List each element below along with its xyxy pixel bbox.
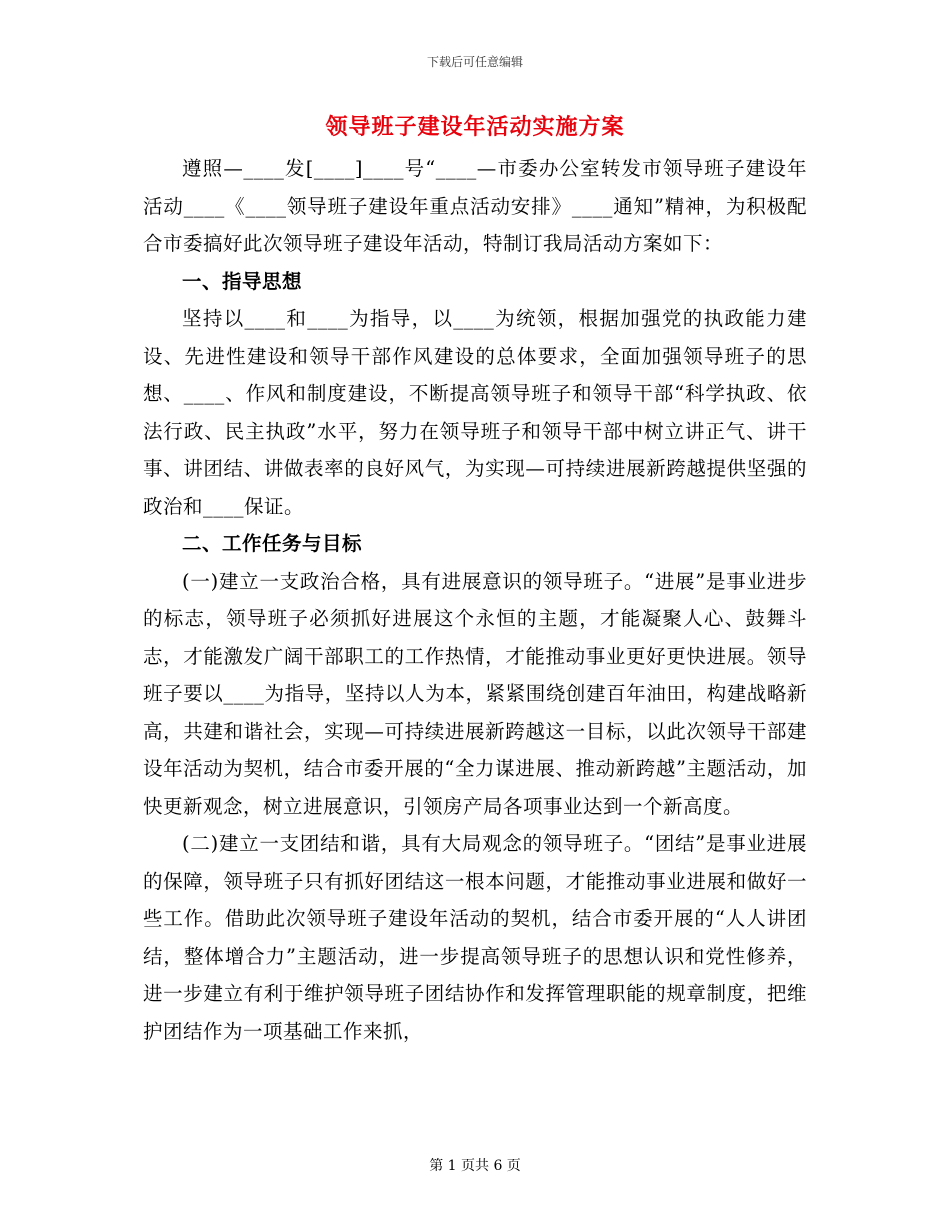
document-title: 领导班子建设年活动实施方案 <box>325 114 625 140</box>
section-heading-guiding-ideology: 一、指导思想 <box>182 269 303 293</box>
guiding-ideology-paragraph: 坚持以____和____为指导，以____为统领，根据加强党的执政能力建设、先进性建设和领导干部作风建设的总体要求，全面加强领导班子的思想、____、作风和制度建设，不断提高领导班子和领导干部“科学执政、依法行政、民主执政”水平，努力在领导班子和领导干部中树立讲正气、讲干事、讲团结、讲做表率的良好风气，为实现—可持续进展新跨越提供坚强的政治和____保证。 <box>143 307 807 518</box>
intro-paragraph: 遵照—____发[____]____号“____—市委办公室转发市领导班子建设年活动____《____领导班子建设年重点活动安排》____通知”精神，为积极配合市委搞好此次领导班子建设年活动，特制订我局活动方案如下： <box>143 157 807 255</box>
section-heading-tasks-goals: 二、工作任务与目标 <box>182 532 363 555</box>
download-note: 下载后可任意编辑 <box>426 55 523 69</box>
tasks-goals-paragraph-1: (一)建立一支政治合格，具有进展意识的领导班子。“进展”是事业进步的标志，领导班子必须抓好进展这个永恒的主题，才能凝聚人心、鼓舞斗志，才能激发广阔干部职工的工作热情，才能推动事业更好更快进展。领导班子要以____为指导，坚持以人为本，紧紧围绕创建百年油田，构建战略新高，共建和谐社会，实现—可持续进展新跨越这一目标，以此次领导干部建设年活动为契机，结合市委开展的“全力谋进展、推动新跨越”主题活动，加快更新观念，树立进展意识，引领房产局各项事业达到一个新高度。 <box>143 569 807 818</box>
tasks-goals-paragraph-2: (二)建立一支团结和谐，具有大局观念的领导班子。“团结”是事业进展的保障，领导班子只有抓好团结这一根本问题，才能推动事业进展和做好一些工作。借助此次领导班子建设年活动的契机，结合市委开展的“人人讲团结，整体增合力”主题活动，进一步提高领导班子的思想认识和党性修养，进一步建立有利于维护领导班子团结协作和发挥管理职能的规章制度，把维护团结作为一项基础工作来抓， <box>143 832 807 1043</box>
document-body <box>143 150 807 1050</box>
page-number: 第 1 页共 6 页 <box>429 1158 521 1174</box>
